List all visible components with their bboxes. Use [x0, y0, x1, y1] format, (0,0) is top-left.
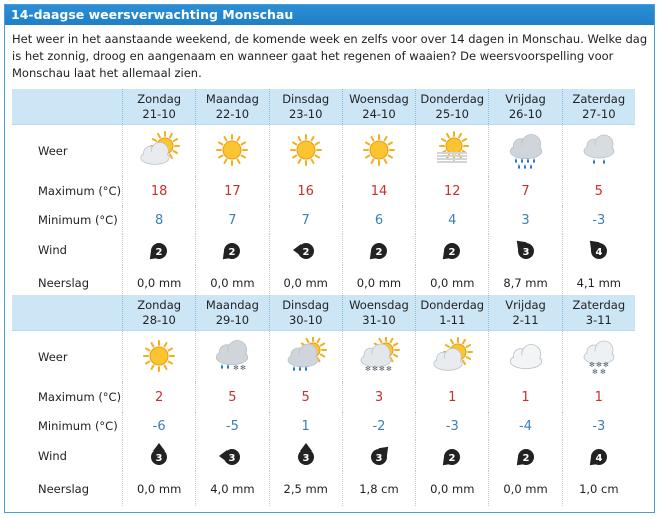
intro-text: Het weer in het aanstaande weekend, de komende week en zelfs voor over 14 dagen in Monschau. Welke dag is het zonnig, droog en aangenaam en wanneer gaat het regenen of waaien? De weersvoorspelling voor Monschau laat het allemaal zien. — [12, 32, 648, 80]
wind-force: 4 — [595, 246, 603, 258]
weather-row — [12, 331, 635, 382]
day-date: 24-10 — [362, 107, 396, 121]
precipitation: 1,0 cm — [562, 471, 635, 506]
min-temp: 1 — [269, 412, 342, 440]
sunny-icon — [195, 125, 268, 176]
wind-w-icon — [195, 440, 268, 471]
day-header — [269, 89, 342, 124]
day-header — [122, 295, 195, 330]
svg-text:✻: ✻ — [385, 364, 392, 373]
partly-cloudy-icon — [122, 125, 195, 176]
wind-force: 2 — [448, 246, 456, 258]
sunny-icon — [269, 125, 342, 176]
precipitation: 8,7 mm — [488, 265, 561, 300]
sun-snow-icon — [342, 331, 415, 382]
wind-force: 3 — [155, 452, 163, 464]
min-temp: 7 — [269, 206, 342, 234]
max-temp-row — [12, 382, 635, 412]
precipitation: 0,0 mm — [488, 471, 561, 506]
day-header — [269, 295, 342, 330]
day-name: Dinsdag — [282, 92, 330, 106]
max-temp: 3 — [342, 382, 415, 412]
max-temp: 16 — [269, 176, 342, 206]
day-header — [195, 295, 268, 330]
svg-text:✻: ✻ — [364, 364, 371, 373]
row-label-weer: Weer — [38, 143, 68, 158]
day-name: Woensdag — [349, 92, 409, 106]
row-label-wind: Wind — [38, 242, 67, 257]
min-temp: -4 — [488, 412, 561, 440]
cloudy-icon — [488, 331, 561, 382]
min-temp: 8 — [122, 206, 195, 234]
svg-text:✻: ✻ — [240, 363, 247, 372]
day-date: 28-10 — [142, 313, 176, 327]
min-temp-row — [12, 206, 635, 234]
day-name: Woensdag — [349, 298, 409, 312]
svg-text:✻: ✻ — [599, 367, 606, 376]
precipitation: 4,0 mm — [195, 471, 268, 506]
min-temp: -3 — [562, 206, 635, 234]
precipitation: 2,5 mm — [269, 471, 342, 506]
light-rain-icon — [562, 125, 635, 176]
partly-cloudy-icon — [415, 331, 488, 382]
precipitation: 0,0 mm — [415, 265, 488, 300]
max-temp: 5 — [269, 382, 342, 412]
max-temp: 5 — [195, 382, 268, 412]
precipitation: 0,0 mm — [122, 265, 195, 300]
day-header — [342, 295, 415, 330]
snow-icon — [562, 331, 635, 382]
min-temp: 3 — [488, 206, 561, 234]
wind-w-icon — [269, 234, 342, 265]
min-temp: 6 — [342, 206, 415, 234]
wind-force: 2 — [522, 452, 530, 464]
day-header-row — [12, 89, 635, 125]
max-temp: 2 — [122, 382, 195, 412]
rain-icon — [488, 125, 561, 176]
sunny-icon — [342, 125, 415, 176]
day-header — [488, 89, 561, 124]
svg-text:✻: ✻ — [602, 360, 609, 369]
wind-sw-icon — [415, 234, 488, 265]
day-date: 2-11 — [512, 313, 539, 327]
max-temp: 1 — [415, 382, 488, 412]
precipitation: 0,0 mm — [195, 265, 268, 300]
wind-nw-icon — [488, 234, 561, 265]
max-temp: 1 — [562, 382, 635, 412]
min-temp: -3 — [415, 412, 488, 440]
day-header — [562, 89, 635, 124]
max-temp: 7 — [488, 176, 561, 206]
wind-row — [12, 234, 635, 265]
forecast-week-2 — [12, 295, 635, 506]
svg-text:✻: ✻ — [595, 360, 602, 369]
svg-text:✻: ✻ — [591, 367, 598, 376]
wind-sw-icon — [562, 440, 635, 471]
wind-force: 3 — [375, 452, 383, 464]
day-date: 23-10 — [288, 107, 323, 121]
max-temp: 5 — [562, 176, 635, 206]
wind-force: 2 — [448, 452, 456, 464]
day-header — [415, 295, 488, 330]
wind-force: 3 — [522, 246, 530, 258]
wind-force: 2 — [375, 246, 383, 258]
day-header — [488, 295, 561, 330]
svg-text:✻: ✻ — [233, 363, 240, 372]
max-temp: 18 — [122, 176, 195, 206]
min-temp: 4 — [415, 206, 488, 234]
day-name: Zaterdag — [572, 298, 626, 312]
day-name: Vrijdag — [505, 92, 546, 106]
min-temp-row — [12, 412, 635, 440]
day-name: Maandag — [205, 298, 259, 312]
day-date: 26-10 — [508, 107, 543, 121]
row-label-min: Minimum (°C) — [38, 419, 118, 433]
wind-force: 3 — [302, 452, 310, 464]
day-date: 30-10 — [288, 313, 323, 327]
fog-icon — [415, 125, 488, 176]
svg-text:✻: ✻ — [378, 364, 385, 373]
wind-sw-icon — [488, 440, 561, 471]
wind-force: 2 — [155, 246, 163, 258]
row-label-max: Maximum (°C) — [38, 184, 122, 198]
day-date: 29-10 — [215, 313, 250, 327]
day-name: Donderdag — [420, 298, 485, 312]
wind-row — [12, 440, 635, 471]
sleet-icon — [195, 331, 268, 382]
max-temp: 14 — [342, 176, 415, 206]
svg-text:✻: ✻ — [588, 360, 595, 369]
day-name: Zaterdag — [572, 92, 626, 106]
day-date: 27-10 — [582, 107, 616, 121]
precipitation: 1,8 cm — [342, 471, 415, 506]
precipitation: 4,1 mm — [562, 265, 635, 300]
wind-force: 2 — [302, 246, 310, 258]
precipitation: 0,0 mm — [342, 265, 415, 300]
day-name: Vrijdag — [505, 298, 546, 312]
day-name: Donderdag — [420, 92, 485, 106]
wind-sw-icon — [342, 234, 415, 265]
day-header — [122, 89, 195, 124]
day-date: 25-10 — [435, 107, 469, 121]
precipitation-row — [12, 471, 635, 506]
precipitation: 0,0 mm — [415, 471, 488, 506]
sunny-icon — [122, 331, 195, 382]
forecast-week-1 — [12, 89, 635, 300]
row-label-neerslag: Neerslag — [38, 481, 90, 496]
sun-rain-icon — [269, 331, 342, 382]
min-temp: -2 — [342, 412, 415, 440]
day-date: 22-10 — [215, 107, 250, 121]
day-date: 21-10 — [142, 107, 176, 121]
day-header — [195, 89, 268, 124]
wind-nw-icon — [562, 234, 635, 265]
wind-n-icon — [122, 440, 195, 471]
min-temp: -3 — [562, 412, 635, 440]
max-temp: 1 — [488, 382, 561, 412]
row-label-wind: Wind — [38, 448, 67, 463]
wind-sw-icon — [415, 440, 488, 471]
panel-title: 14-daagse weersverwachting Monschau — [5, 5, 654, 25]
precipitation: 0,0 mm — [122, 471, 195, 506]
day-header — [562, 295, 635, 330]
min-temp: -5 — [195, 412, 268, 440]
weather-row — [12, 125, 635, 176]
day-header-row — [12, 295, 635, 331]
day-date: 1-11 — [439, 313, 466, 327]
day-name: Maandag — [205, 92, 259, 106]
precipitation: 0,0 mm — [269, 265, 342, 300]
max-temp: 17 — [195, 176, 268, 206]
row-label-neerslag: Neerslag — [38, 275, 90, 290]
wind-force: 4 — [595, 452, 603, 464]
row-label-min: Minimum (°C) — [38, 213, 118, 227]
wind-sw-icon — [195, 234, 268, 265]
day-date: 3-11 — [585, 313, 612, 327]
row-label-max: Maximum (°C) — [38, 390, 122, 404]
svg-text:✻: ✻ — [371, 364, 378, 373]
day-name: Zondag — [137, 298, 182, 312]
wind-n-icon — [269, 440, 342, 471]
day-header — [415, 89, 488, 124]
min-temp: -6 — [122, 412, 195, 440]
day-header — [342, 89, 415, 124]
day-name: Dinsdag — [282, 298, 330, 312]
wind-sw-icon — [122, 234, 195, 265]
min-temp: 7 — [195, 206, 268, 234]
max-temp: 12 — [415, 176, 488, 206]
max-temp-row — [12, 176, 635, 206]
wind-force: 2 — [228, 246, 236, 258]
row-label-weer: Weer — [38, 349, 68, 364]
wind-ne-icon — [342, 440, 415, 471]
wind-force: 3 — [228, 452, 236, 464]
day-name: Zondag — [137, 92, 182, 106]
day-date: 31-10 — [362, 313, 396, 327]
